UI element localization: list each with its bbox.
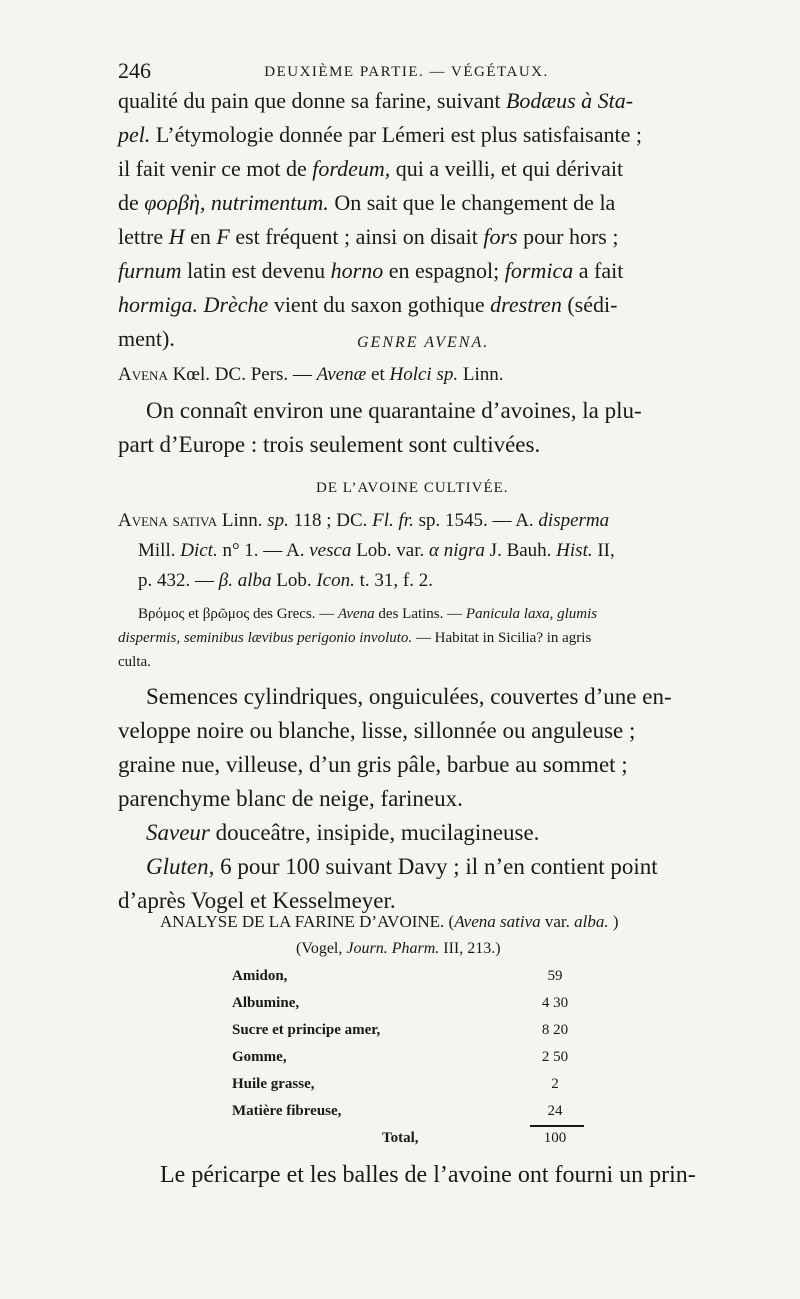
total-value: 100 <box>543 1130 567 1146</box>
text-line: parenchyme blanc de neige, farineux. <box>118 786 463 811</box>
running-header <box>118 58 722 84</box>
table-row-label: Matière fibreuse, <box>232 1103 342 1119</box>
page-number: 246 <box>118 58 151 83</box>
analysis-heading: ANALYSE DE LA FARINE D’AVOINE. (Avena sativa var. alba. ) <box>160 912 619 931</box>
note-line: culta. <box>118 654 151 670</box>
analysis-source: (Vogel, Journ. Pharm. III, 213.) <box>296 940 501 957</box>
genus-synonymy: Avena Kœl. DC. Pers. — Avenæ et Holci sp. Linn. <box>118 364 504 385</box>
table-row-label: Sucre et principe amer, <box>232 1022 381 1038</box>
text-line: lettre H en F est fréquent ; ainsi on disait fors pour hors ; <box>118 224 619 249</box>
text-line: On connaît environ une quarantaine d’avoines, la plu- <box>146 398 642 423</box>
text-line: Gluten, 6 pour 100 suivant Davy ; il n’en contient point <box>146 854 658 879</box>
total-label: Total, <box>382 1130 419 1146</box>
text-line: pel. L’étymologie donnée par Lémeri est plus satisfaisante ; <box>118 122 642 147</box>
text-line: Saveur douceâtre, insipide, mucilagineuse. <box>146 820 540 845</box>
table-row-label: Huile grasse, <box>232 1076 315 1092</box>
total-rule <box>530 1125 584 1127</box>
table-row-value: 8 20 <box>541 1022 569 1038</box>
table-row-value: 2 50 <box>541 1049 569 1065</box>
text-line: d’après Vogel et Kesselmeyer. <box>118 888 396 913</box>
section-heading: DE L’AVOINE CULTIVÉE. <box>316 480 509 496</box>
species-synonymy: Avena sativa Linn. sp. 118 ; DC. Fl. fr. sp. 1545. — A. disperma <box>118 510 610 531</box>
species-synonymy: Mill. Dict. n° 1. — A. vesca Lob. var. α nigra J. Bauh. Hist. II, <box>138 540 615 561</box>
table-row-value: 2 <box>551 1076 559 1092</box>
text-line: veloppe noire ou blanche, lisse, sillonnée ou anguleuse ; <box>118 718 636 743</box>
text-line: part d’Europe : trois seulement sont cultivées. <box>118 432 541 457</box>
text-line: il fait venir ce mot de fordeum, qui a veilli, et qui dérivait <box>118 156 624 181</box>
text-line: ment). <box>118 326 175 351</box>
text-line: qualité du pain que donne sa farine, suivant Bodæus à Sta- <box>118 88 634 113</box>
text-line: hormiga. Drèche vient du saxon gothique drestren (sédi- <box>118 292 618 317</box>
note-line: Βρόμος et βρῶμος des Grecs. — Avena des Latins. — Panicula laxa, glumis <box>138 606 598 622</box>
text-line: Semences cylindriques, onguiculées, couvertes d’une en- <box>146 684 672 709</box>
table-row-value: 59 <box>547 968 563 984</box>
text-line: graine nue, villeuse, d’un gris pâle, barbue au sommet ; <box>118 752 628 777</box>
species-synonymy: p. 432. — β. alba Lob. Icon. t. 31, f. 2. <box>138 570 433 591</box>
genus-heading: GENRE AVENA. <box>357 334 490 351</box>
text-line: furnum latin est devenu horno en espagnol; formica a fait <box>118 258 624 283</box>
table-row-label: Albumine, <box>232 995 300 1011</box>
table-row-value: 24 <box>547 1103 563 1119</box>
table-row-label: Amidon, <box>232 968 288 984</box>
note-line: dispermis, seminibus lævibus perigonio involuto. — Habitat in Sicilia? in agris <box>118 630 592 646</box>
text-line: Le péricarpe et les balles de l’avoine ont fourni un prin- <box>160 1162 696 1188</box>
text-line: de φορβὴ, nutrimentum. On sait que le changement de la <box>118 190 616 215</box>
table-row-value: 4 30 <box>541 995 569 1011</box>
table-row-label: Gomme, <box>232 1049 287 1065</box>
running-title: DEUXIÈME PARTIE. — VÉGÉTAUX. <box>264 64 549 80</box>
